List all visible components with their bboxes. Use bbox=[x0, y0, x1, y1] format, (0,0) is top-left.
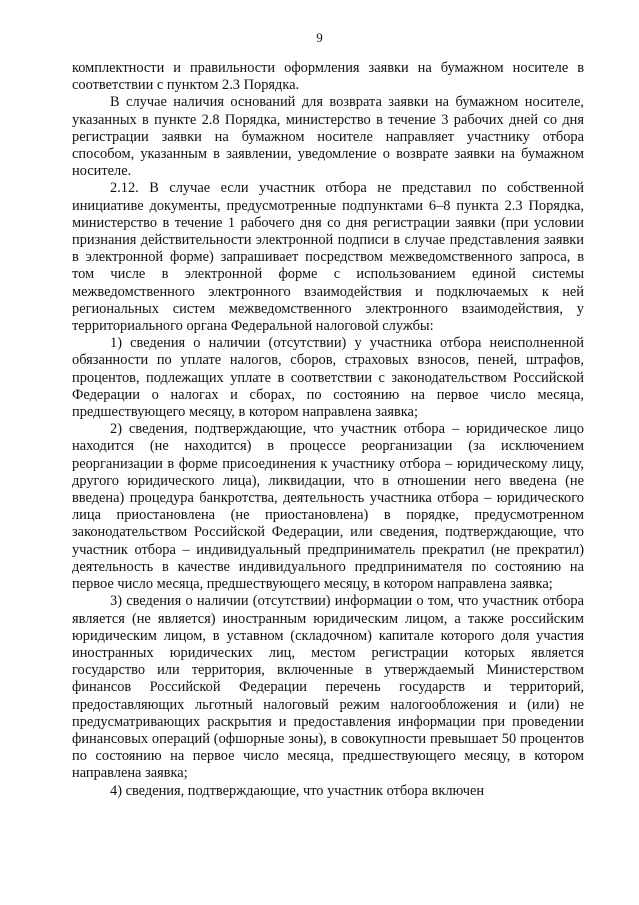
paragraph-item-4: 4) сведения, подтверждающие, что участник отбора включен bbox=[110, 782, 485, 799]
document-body bbox=[72, 60, 584, 800]
paragraph-item-1: 1) сведения о наличии (отсутствии) у участника отбора неисполненной обязанности по уплате налогов, сборов, страховых взносов, пеней, штрафов, процентов, подлежащих уплате в соответствии с законодательством Российской Федерации о налогах и сборах, по состоянию на первое число месяца, предшествующего месяцу, в котором направлена заявка; bbox=[72, 335, 584, 421]
paragraph-item-2: 2) сведения, подтверждающие, что участник отбора – юридическое лицо находится (не находится) в процессе реорганизации (за исключением реорганизации в форме присоединения к участнику отбора – юридическому лицу, другого юридического лица), ликвидации, что в отношении него введена (не введена) процедура банкротства, деятельность участника отбора – юридического лица приостановлена (не приостановлена) в порядке, предусмотренном законодательством Российской Федерации, или сведения, подтверждающие, что участник отбора – индивидуальный предприниматель прекратил (не прекратил) деятельность в качестве индивидуального предпринимателя по состоянию на первое число месяца, предшествующего месяцу, в котором направлена заявка; bbox=[72, 421, 584, 593]
paragraph-item-3: 3) сведения о наличии (отсутствии) информации о том, что участник отбора является (не является) иностранным юридическим лицом, а также российским юридическим лицом, в уставном (складочном) капитале которого доля участия иностранных юридических лиц, местом регистрации которых является государство или территория, включенные в утверждаемый Министерством финансов Российской Федерации перечень государств и территорий, предоставляющих льготный налоговый режим налогообложения и (или) не предусматривающих раскрытия и предоставления информации при проведении финансовых операций (офшорные зоны), в совокупности превышает 50 процентов по состоянию на первое число месяца, предшествующего месяцу, в котором направлена заявка; bbox=[72, 593, 584, 782]
paragraph-2-12: 2.12. В случае если участник отбора не представил по собственной инициативе документы, предусмотренные подпунктами 6–8 пункта 2.3 Порядка, министерство в течение 1 рабочего дня со дня регистрации заявки (при условии признания действительности электронной подписи в случае представления заявки в электронной форме) запрашивает посредством межведомственного запроса, в том числе в электронной форме с использованием единой системы межведомственного электронного взаимодействия и подключаемых к ней региональных систем межведомственного электронного взаимодействия, у территориального органа Федеральной налоговой службы: bbox=[72, 180, 584, 335]
paragraph-return-conditions: В случае наличия оснований для возврата заявки на бумажном носителе, указанных в пункте 2.8 Порядка, министерство в течение 3 рабочих дней со дня регистрации заявки на бумажном носителе направляет участнику отбора способом, указанным в заявлении, уведомление о возврате заявки на бумажном носителе. bbox=[72, 94, 584, 180]
page-number: 9 bbox=[316, 30, 323, 45]
paragraph-continuation: комплектности и правильности оформления заявки на бумажном носителе в соответствии с пунктом 2.3 Порядка. bbox=[72, 60, 584, 94]
